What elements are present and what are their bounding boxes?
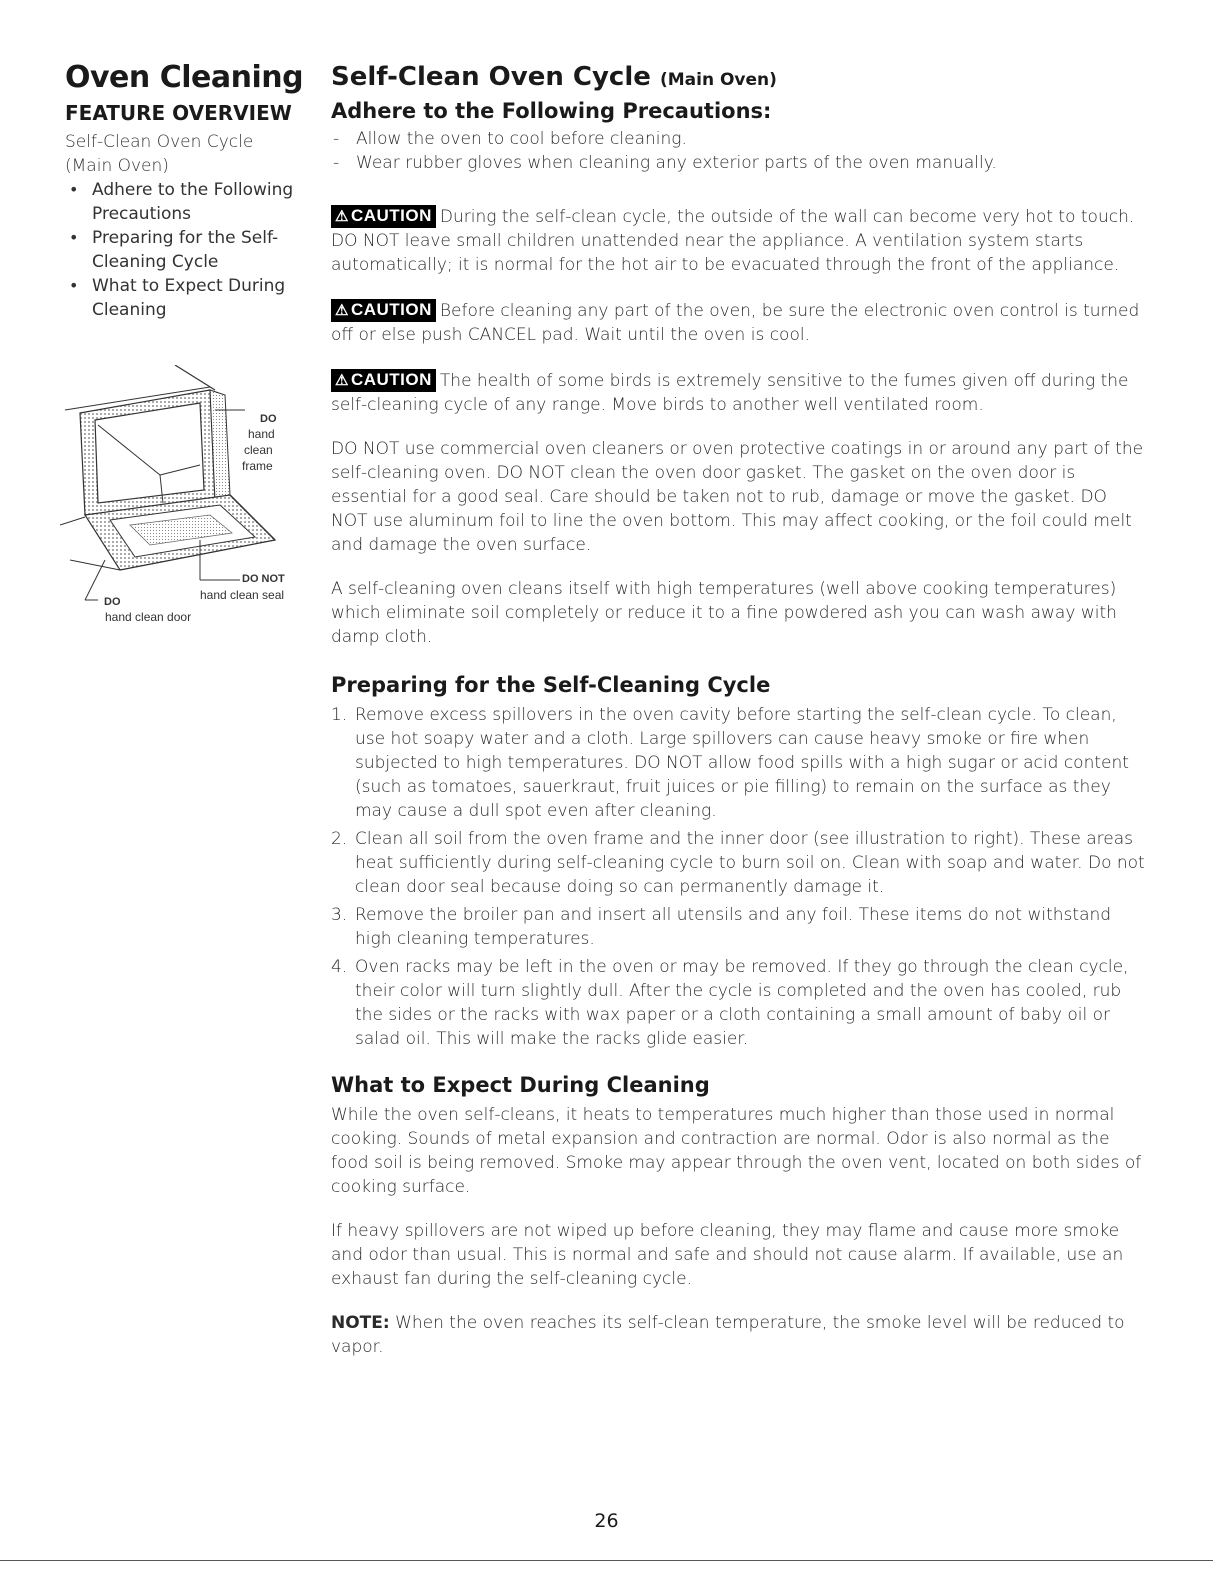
caution-label: CAUTION xyxy=(350,300,432,319)
caution-paragraph xyxy=(331,299,1146,347)
overview-intro-line2: (Main Oven) xyxy=(65,156,169,176)
precaution-item: - Allow the oven to cool before cleaning. xyxy=(331,127,1146,151)
expect-paragraph: While the oven self-cleans, it heats to temperatures much higher than those used in normal cooking. Sounds of metal expansion and contraction are normal. Odor is also normal as the food soil is being removed. Smoke may appear through the oven vent, located on both sides of cooking surface. xyxy=(331,1105,1142,1197)
seal-do-not-label: DO NOT xyxy=(242,573,285,585)
caution-paragraph xyxy=(331,205,1146,277)
door-label: hand clean door xyxy=(105,610,192,624)
step-text: Clean all soil from the oven frame and the inner door (see illustration to right). These areas heat sufficiently during self-cleaning cycle to burn soil on. Clean with soap and water. Do not clean door seal because doing so can permanently damage it. xyxy=(355,829,1145,897)
bottom-rule xyxy=(0,1560,1213,1561)
caution-label: CAUTION xyxy=(350,206,432,225)
page-number: 26 xyxy=(594,1510,619,1532)
expect-paragraph: If heavy spillovers are not wiped up before cleaning, they may flame and cause more smoke and odor than usual. This is normal and safe and should not cause alarm. If available, use an exhaust fan during the self-cleaning cycle. xyxy=(331,1221,1124,1289)
step-text: Remove excess spillovers in the oven cavity before starting the self-clean cycle. To clean, use hot soapy water and a cloth. Large spillovers can cause heavy smoke or fire when subjected to high temperatures. DO NOT allow food spills with a high sugar or acid content (such as tomatoes, sauerkraut, fruit juices or pie filling) to remain on the surface as they may cause a dull spot even after cleaning. xyxy=(355,705,1129,821)
self-cleaning-paragraph: A self-cleaning oven cleans itself with high temperatures (well above cooking temperatures) which eliminate soil completely or reduce it to a fine powdered ash you can wash away with damp cloth. xyxy=(331,579,1117,647)
main-title-text: Self-Clean Oven Cycle xyxy=(331,62,651,92)
frame-do-label: DO xyxy=(260,413,277,425)
expect-heading: What to Expect During Cleaning xyxy=(331,1073,710,1097)
caution-text: The health of some birds is extremely sensitive to the fumes given off during the self-cleaning cycle of any range. Move birds to another well ventilated room. xyxy=(331,371,1129,415)
warning-triangle-icon: ⚠ xyxy=(335,302,349,319)
seal-label: hand clean seal xyxy=(200,588,285,602)
preparing-steps-list xyxy=(331,703,1146,1051)
overview-item: • What to Expect During Cleaning xyxy=(65,274,305,322)
step-text: Remove the broiler pan and insert all utensils and any foil. These items do not withstand high cleaning temperatures. xyxy=(355,905,1112,949)
overview-item: • Preparing for the Self-Cleaning Cycle xyxy=(65,226,305,274)
step-number: 3. xyxy=(331,905,348,925)
precaution-item: - Wear rubber gloves when cleaning any exterior parts of the oven manually. xyxy=(331,151,1146,175)
sidebar-overview xyxy=(65,60,305,322)
frame-label-line1: hand xyxy=(248,427,275,441)
caution-label: CAUTION xyxy=(350,370,432,389)
caution-badge xyxy=(331,299,436,322)
caution-text: Before cleaning any part of the oven, be sure the electronic oven control is turned off or else push CANCEL pad. Wait until the oven is cool. xyxy=(331,301,1140,345)
main-title xyxy=(331,60,1146,97)
preparing-step xyxy=(331,827,1146,899)
overview-item: • Adhere to the Following Precautions xyxy=(65,178,305,226)
oven-door-illustration xyxy=(60,365,310,630)
preparing-step xyxy=(331,955,1146,1051)
section-title: Oven Cleaning xyxy=(65,60,304,95)
frame-label-line3: frame xyxy=(242,459,273,473)
warning-triangle-icon: ⚠ xyxy=(335,208,349,225)
preparing-step xyxy=(331,703,1146,823)
overview-intro-line1: Self-Clean Oven Cycle xyxy=(65,132,254,152)
main-content xyxy=(331,60,1146,1359)
step-text: Oven racks may be left in the oven or may be removed. If they go through the clean cycle, their color will turn slightly dull. After the cycle is completed and the oven has cooled, rub the sides or the racks with wax paper or a cloth containing a small amount of baby oil or salad oil. This will make the racks glide easier. xyxy=(355,957,1129,1049)
warning-triangle-icon: ⚠ xyxy=(335,372,349,389)
caution-badge xyxy=(331,369,436,392)
caution-paragraph xyxy=(331,369,1146,417)
caution-text: During the self-clean cycle, the outside of the wall can become very hot to touch. DO NOT leave small children unattended near the appliance. A ventilation system starts automatically; it is normal for the hot air to be evacuated through the front of the appliance. xyxy=(331,207,1135,275)
frame-label-line2: clean xyxy=(244,443,273,457)
note-text: When the oven reaches its self-clean temperature, the smoke level will be reduced to vapor. xyxy=(331,1313,1125,1357)
feature-overview-heading: FEATURE OVERVIEW xyxy=(65,101,292,125)
note-label: NOTE: xyxy=(331,1313,390,1333)
preparing-heading: Preparing for the Self-Cleaning Cycle xyxy=(331,673,771,697)
precautions-list xyxy=(331,127,1146,175)
commercial-cleaners-paragraph: DO NOT use commercial oven cleaners or oven protective coatings in or around any part of the self-cleaning oven. DO NOT clean the oven door gasket. The gasket on the oven door is essential for a good seal. Care should be taken not to rub, damage or move the gasket. DO NOT use aluminum foil to line the oven bottom. This may affect cooking, or the foil could melt and damage the oven surface. xyxy=(331,439,1144,555)
precautions-heading: Adhere to the Following Precautions: xyxy=(331,99,772,123)
door-do-label: DO xyxy=(104,596,121,608)
main-title-paren: (Main Oven) xyxy=(659,70,777,90)
caution-badge xyxy=(331,205,436,228)
step-number: 2. xyxy=(331,829,348,849)
step-number: 1. xyxy=(331,705,348,725)
preparing-step xyxy=(331,903,1146,951)
note-paragraph xyxy=(331,1311,1146,1359)
overview-list xyxy=(65,178,305,322)
step-number: 4. xyxy=(331,957,348,977)
